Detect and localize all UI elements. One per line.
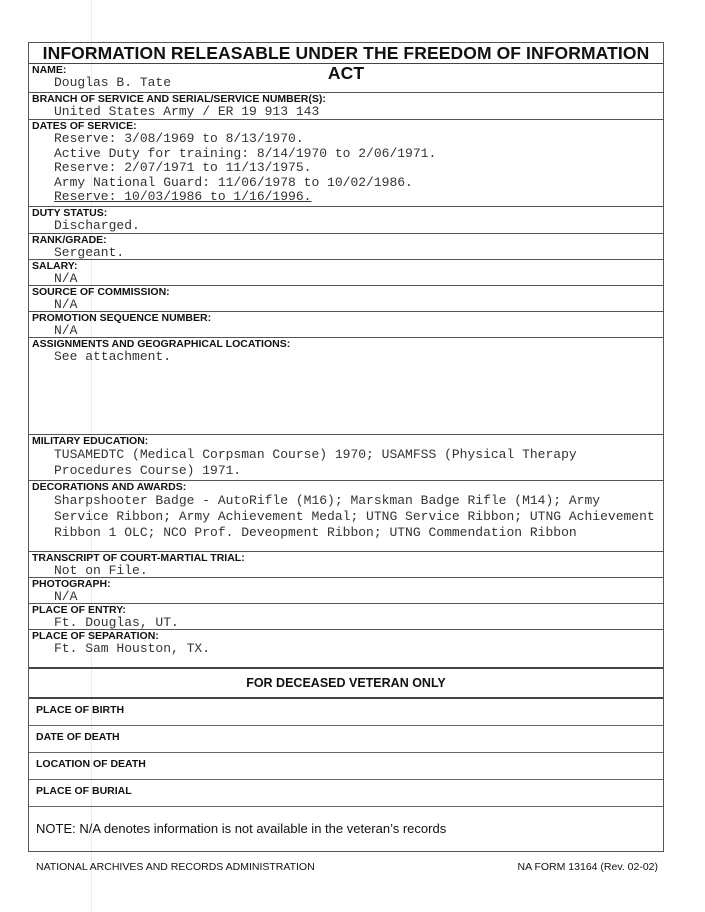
field-value-line: Reserve: 3/08/1969 to 8/13/1970. — [54, 131, 304, 146]
field-value: Ft. Douglas, UT. — [54, 615, 179, 630]
field-rank — [29, 234, 663, 260]
field-label: TRANSCRIPT OF COURT-MARTIAL TRIAL: — [32, 552, 245, 564]
field-label: MILITARY EDUCATION: — [32, 435, 149, 447]
field-value: See attachment. — [54, 349, 172, 364]
field-place-of-separation — [29, 630, 663, 669]
field-value: United States Army / ER 19 913 143 — [54, 104, 320, 119]
field-salary — [29, 260, 663, 286]
footer-form-number: NA FORM 13164 (Rev. 02-02) — [517, 861, 658, 873]
field-assignments — [29, 338, 663, 435]
field-label: SOURCE OF COMMISSION: — [32, 286, 170, 298]
field-value: N/A — [54, 589, 78, 604]
field-duty-status — [29, 207, 663, 234]
field-label: DUTY STATUS: — [32, 207, 108, 219]
field-label: DATES OF SERVICE: — [32, 120, 137, 132]
field-military-education — [29, 435, 663, 481]
field-value: Sharpshooter Badge - AutoRifle (M16); Marskman Badge Rifle (M14); Army Service Ribbon; Army Achievement Medal; UTNG Service Ribbon; UTNG Achievement Ribbon 1 OLC; NCO Prof. Deveopment Ribbon; UTNG Commendation Ribbon — [54, 493, 663, 540]
field-label: DECORATIONS AND AWARDS: — [32, 481, 187, 493]
field-location-of-death: LOCATION OF DEATH — [29, 753, 663, 780]
field-label: SALARY: — [32, 260, 78, 272]
field-value: Douglas B. Tate — [54, 75, 172, 90]
field-label: NAME: — [32, 64, 67, 76]
field-label: PHOTOGRAPH: — [32, 578, 111, 590]
field-source-of-commission — [29, 286, 663, 312]
field-label: PLACE OF ENTRY: — [32, 604, 126, 616]
field-place-of-birth: PLACE OF BIRTH — [29, 699, 663, 726]
field-label: PROMOTION SEQUENCE NUMBER: — [32, 312, 212, 324]
field-value-line: Reserve: 10/03/1986 to 1/16/1996. — [54, 189, 312, 204]
footer-agency: NATIONAL ARCHIVES AND RECORDS ADMINISTRATION — [36, 861, 315, 873]
field-label: BRANCH OF SERVICE AND SERIAL/SERVICE NUMBER(S): — [32, 93, 326, 105]
field-value: Sergeant. — [54, 245, 125, 260]
field-value-line: Army National Guard: 11/06/1978 to 10/02/1986. — [54, 174, 413, 190]
field-value-line: Active Duty for training: 8/14/1970 to 2/06/1971. — [54, 145, 437, 161]
field-value: TUSAMEDTC (Medical Corpsman Course) 1970; USAMFSS (Physical Therapy Procedures Course) 1971. — [54, 447, 585, 478]
foia-form — [28, 42, 664, 852]
field-value: N/A — [54, 271, 78, 286]
field-decorations-awards — [29, 481, 663, 552]
form-title: INFORMATION RELEASABLE UNDER THE FREEDOM OF INFORMATION ACT — [29, 43, 663, 64]
field-value: N/A — [54, 297, 78, 312]
field-date-of-death: DATE OF DEATH — [29, 726, 663, 753]
field-value: Ft. Sam Houston, TX. — [54, 641, 211, 656]
field-value-line: Reserve: 2/07/1971 to 11/13/1975. — [54, 160, 312, 175]
field-place-of-entry — [29, 604, 663, 630]
field-photograph — [29, 578, 663, 604]
field-value: Not on File. — [54, 563, 148, 578]
field-place-of-burial: PLACE OF BURIAL — [29, 780, 663, 807]
deceased-section-heading: FOR DECEASED VETERAN ONLY — [29, 669, 663, 699]
field-value: Discharged. — [54, 218, 140, 233]
na-note: NOTE: N/A denotes information is not available in the veteran’s records — [36, 821, 447, 836]
field-dates-of-service — [29, 120, 663, 207]
field-branch — [29, 93, 663, 120]
field-court-martial — [29, 552, 663, 578]
field-promotion-sequence — [29, 312, 663, 338]
field-value: N/A — [54, 323, 78, 338]
field-label: RANK/GRADE: — [32, 234, 107, 246]
field-label: PLACE OF SEPARATION: — [32, 630, 159, 642]
field-label: ASSIGNMENTS AND GEOGRAPHICAL LOCATIONS: — [32, 338, 291, 350]
